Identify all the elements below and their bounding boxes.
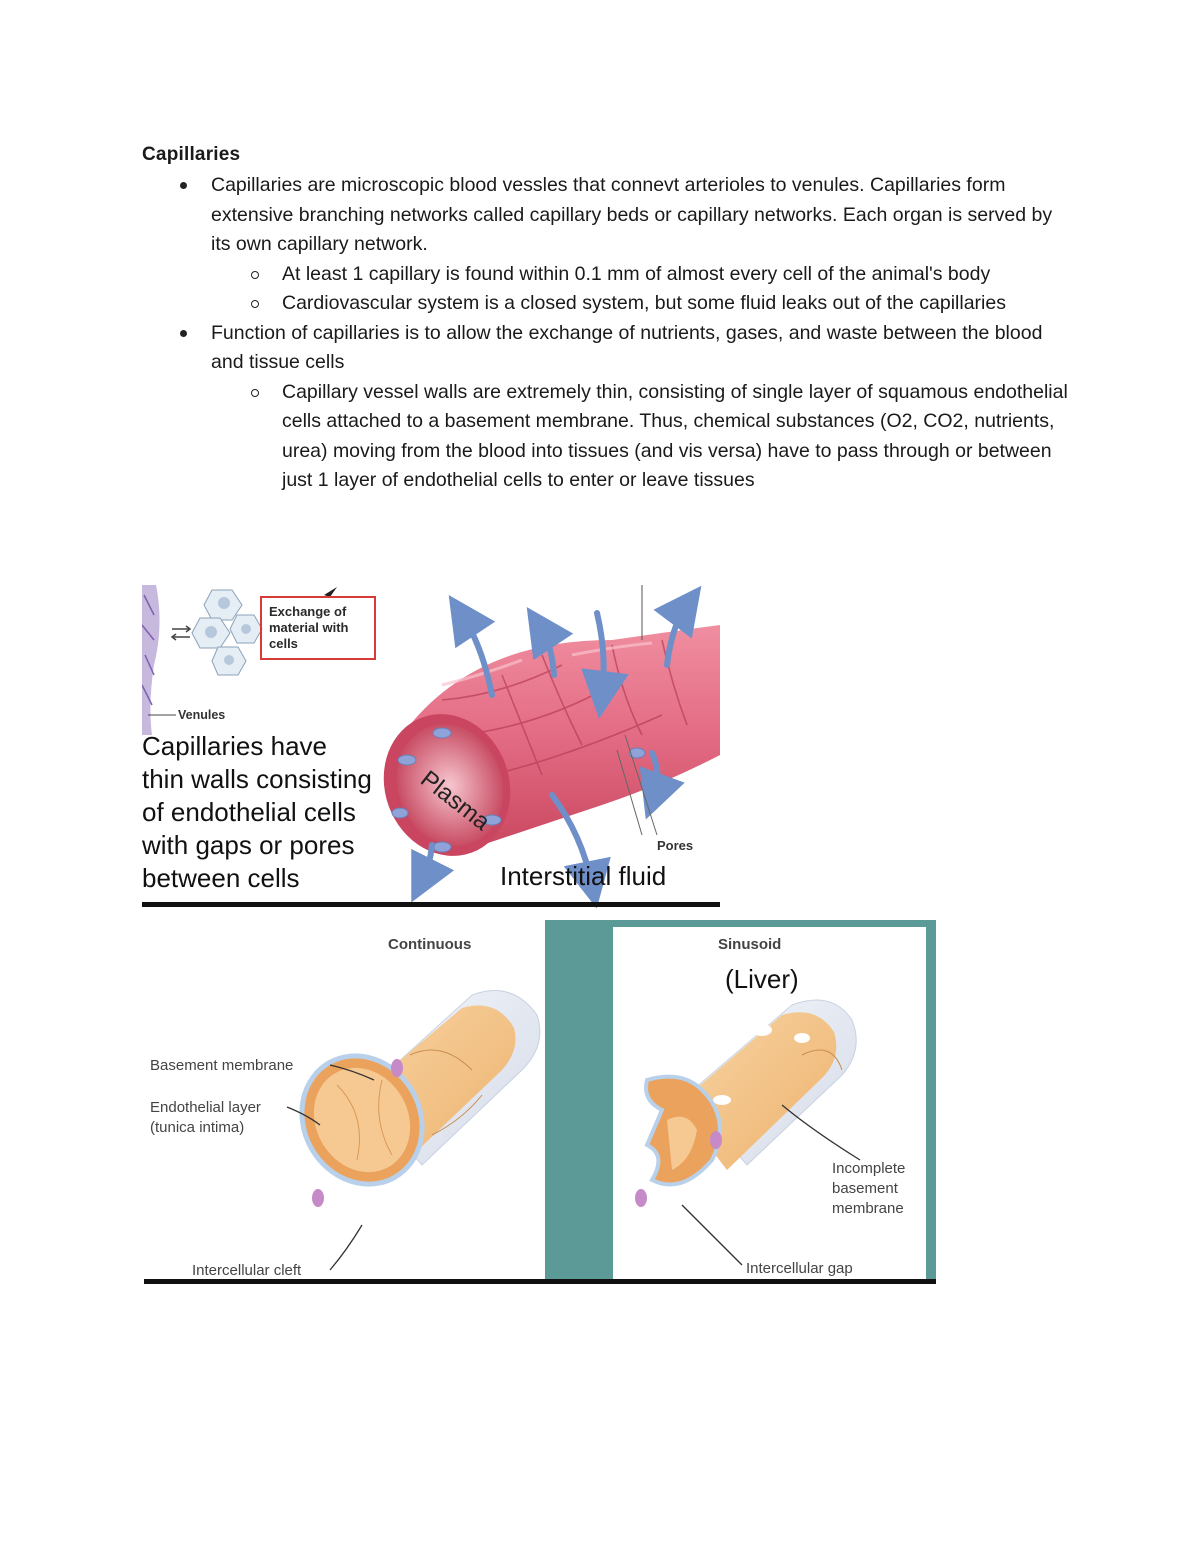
venules-label: Venules	[178, 708, 226, 722]
continuous-title: Continuous	[388, 936, 472, 953]
document-body	[142, 143, 1072, 496]
sub-bullet-item	[142, 378, 1072, 496]
caption-line: of endothelial cells	[142, 797, 356, 827]
bullet-list	[142, 171, 1072, 496]
incomplete-membrane-label: Incomplete	[832, 1160, 906, 1177]
incomplete-membrane-label: basement	[832, 1180, 898, 1197]
continuous-capillary-illustration	[279, 991, 540, 1208]
caption-line: thin walls consisting	[142, 764, 372, 794]
incomplete-membrane-label: membrane	[832, 1200, 904, 1217]
bullet-text: Capillaries are microscopic blood vessles that connevt arterioles to venules. Capillaries form extensive branching networks called capillary beds or capillary networks. Each organ is served by its own capillary network.	[211, 174, 1053, 255]
endothelial-layer-label: Endothelial layer	[150, 1099, 261, 1116]
bullet-item	[142, 171, 1072, 319]
bullet-item	[142, 319, 1072, 496]
capillary-structure-figure	[142, 585, 720, 908]
intercellular-cleft-label: Intercellular cleft	[192, 1262, 302, 1279]
interstitial-fluid-label: Interstitial fluid	[500, 861, 667, 891]
endothelial-layer-sublabel: (tunica intima)	[150, 1119, 245, 1136]
sub-bullet-list	[142, 378, 1072, 496]
plasma-label: Plasma	[415, 765, 495, 837]
sinusoid-frame-left	[545, 920, 613, 1280]
liver-label: (Liver)	[725, 964, 799, 994]
sinusoid-frame-right	[926, 920, 936, 1280]
figure-bottom-rule	[142, 902, 720, 907]
sinusoid-title: Sinusoid	[718, 936, 782, 953]
caption-line: with gaps or pores	[142, 830, 355, 860]
sub-bullet-text: Cardiovascular system is a closed system, but some fluid leaks out of the capillaries	[282, 292, 1006, 314]
capillary-types-figure	[142, 920, 936, 1287]
pores-label: Pores	[657, 838, 694, 853]
bullet-text: Function of capillaries is to allow the exchange of nutrients, gases, and waste between the blood and tissue cells	[211, 321, 1043, 373]
exchange-label-line: material with	[269, 620, 349, 635]
sub-bullet-text: Capillary vessel walls are extremely thin, consisting of single layer of squamous endothelial cells attached to a basement membrane. Thus, chemical substances (O2, CO2, nutrients, urea) moving from the blood into tissues (and vis versa) have to pass through or between just 1 layer of endothelial cells to enter or leave tissues	[282, 380, 1068, 491]
caption-line: Capillaries have	[142, 731, 327, 761]
sub-bullet-item	[142, 289, 1072, 319]
sub-bullet-list	[142, 260, 1072, 319]
sub-bullet-text: At least 1 capillary is found within 0.1 mm of almost every cell of the animal's body	[282, 262, 991, 285]
exchange-label-line: cells	[269, 636, 298, 651]
figure-bottom-rule	[144, 1279, 936, 1284]
caption-line: between cells	[142, 863, 300, 893]
section-heading: Capillaries	[142, 144, 241, 165]
basement-membrane-label: Basement membrane	[150, 1057, 294, 1074]
sub-bullet-item	[142, 260, 1072, 290]
intercellular-gap-label: Intercellular gap	[746, 1260, 853, 1277]
exchange-label-line: Exchange of	[269, 604, 347, 619]
